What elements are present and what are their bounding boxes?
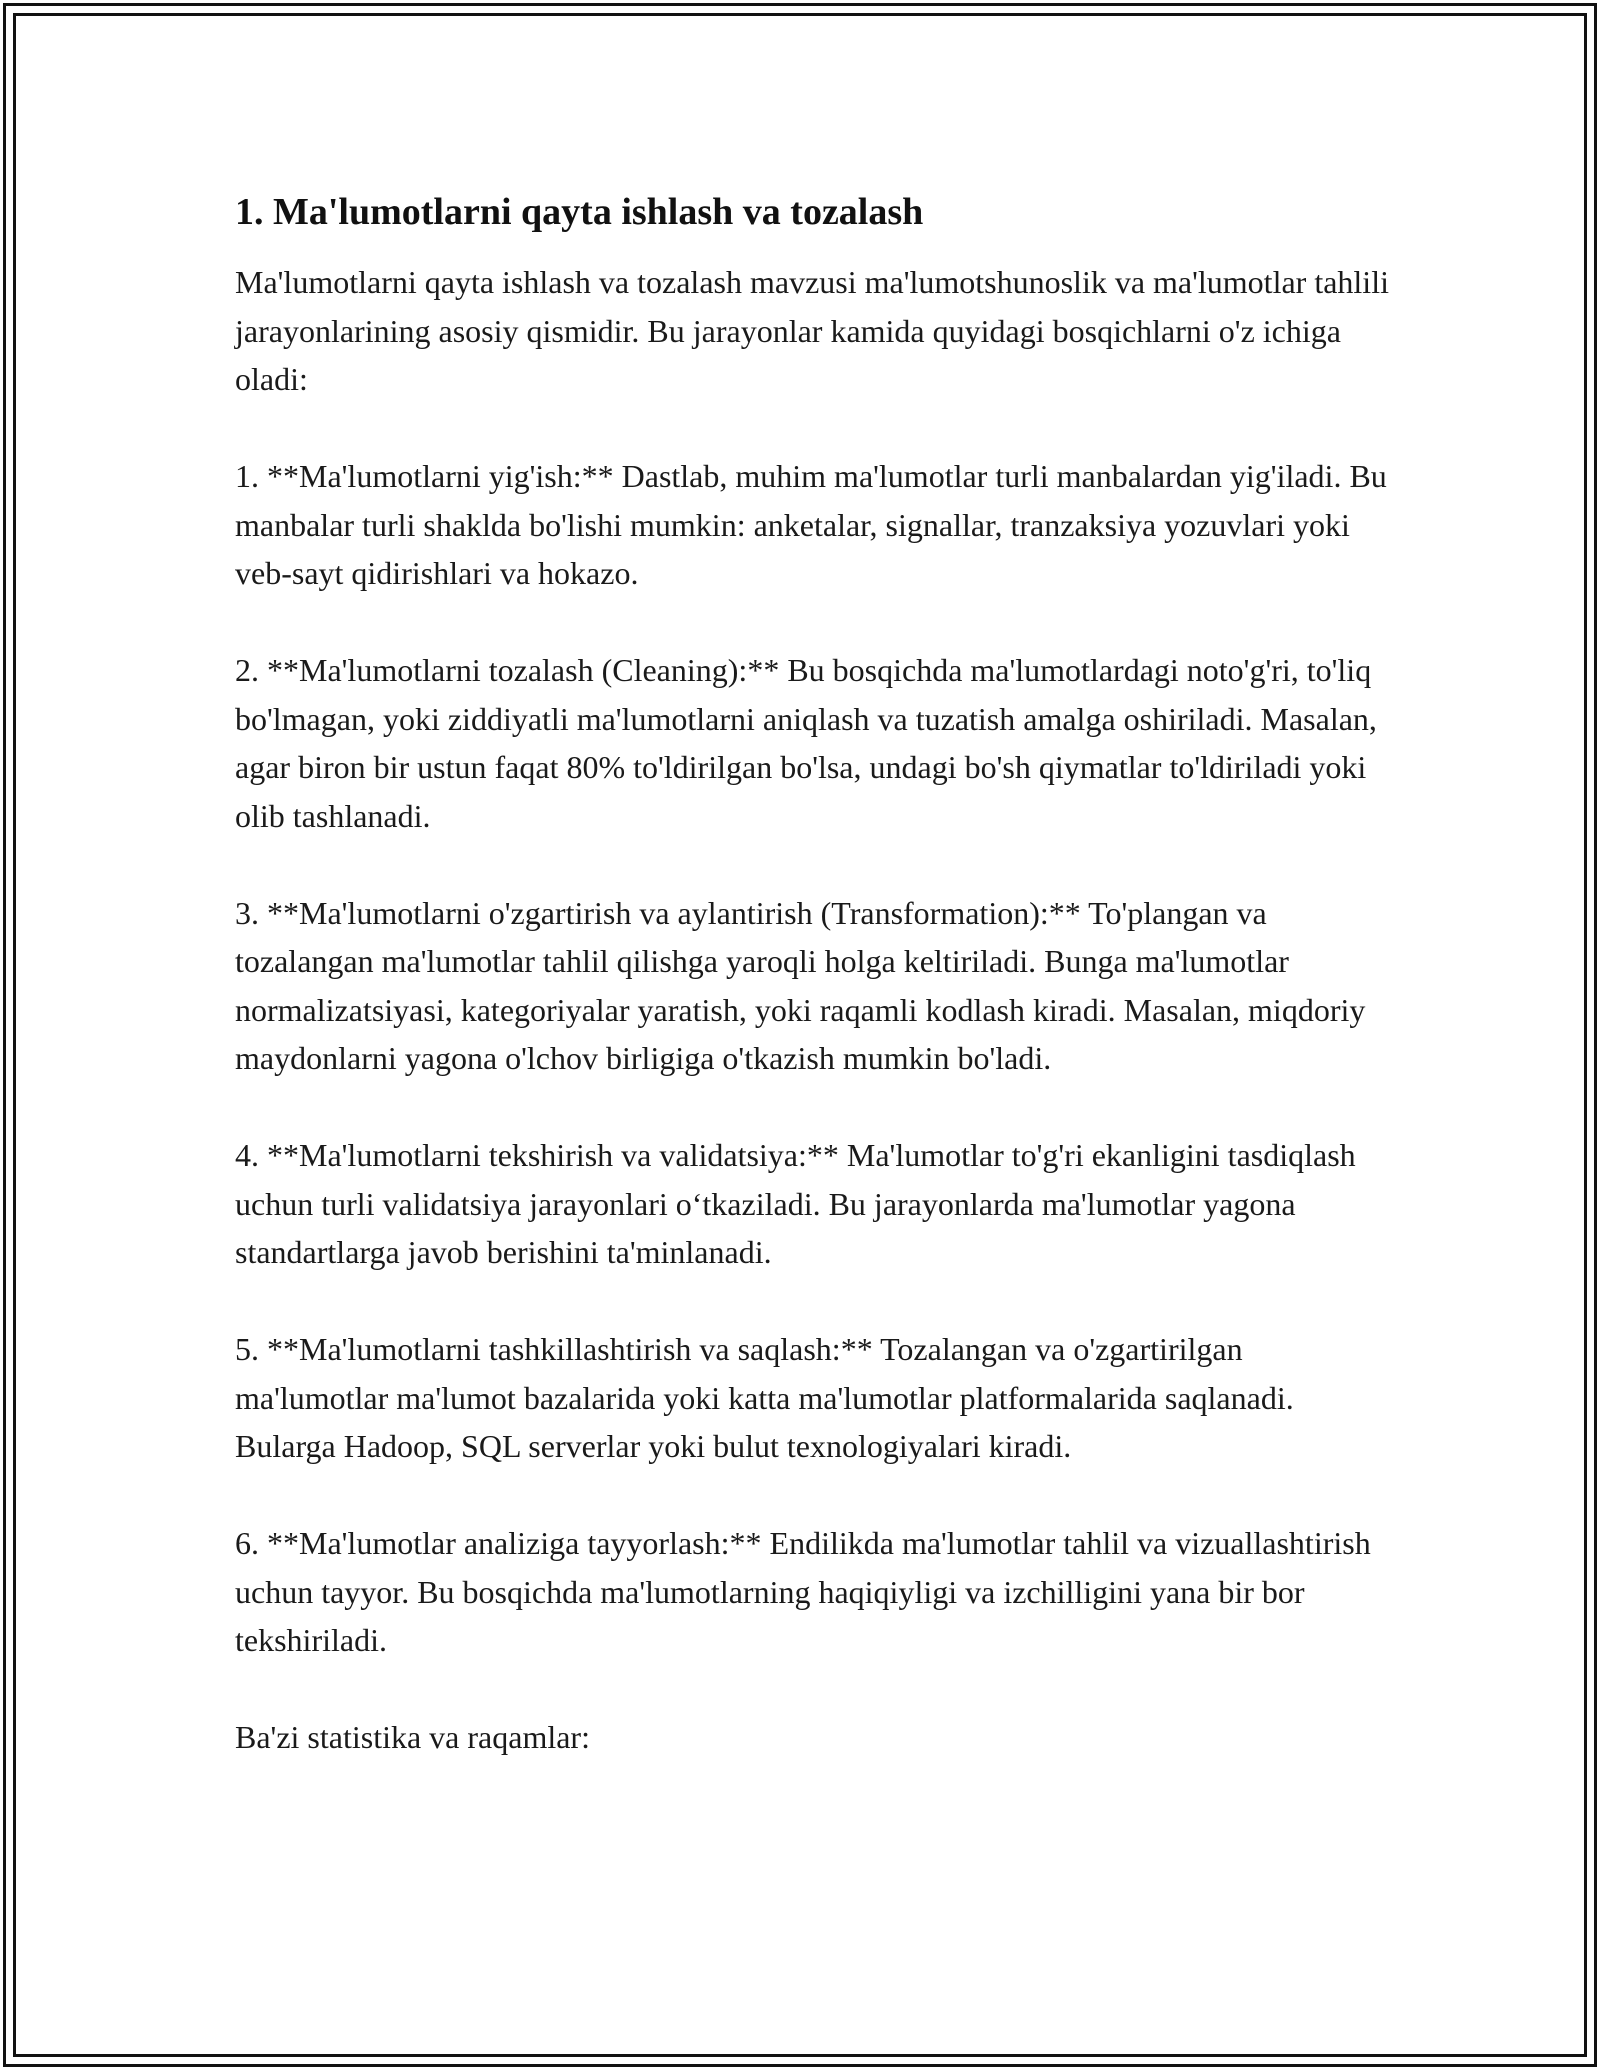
- intro-paragraph: Ma'lumotlarni qayta ishlash va tozalash mavzusi ma'lumotshunoslik va ma'lumotlar tahlili jarayonlarining asosiy qismidir. Bu jarayonlar kamida quyidagi bosqichlarni o'z ichiga oladi:: [235, 264, 1389, 397]
- step-transformation-paragraph: 3. **Ma'lumotlarni o'zgartirish va aylantirish (Transformation):** To'plangan va tozalangan ma'lumotlar tahlil qilishga yaroqli holga keltiriladi. Bunga ma'lumotlar normalizatsiyasi, kategoriyalar yaratish, yoki raqamli kodlash kiradi. Masalan, miqdoriy maydonlarni yagona o'lchov birligiga o'tkazish mumkin bo'ladi.: [235, 894, 1366, 1076]
- step-storage-paragraph: 5. **Ma'lumotlarni tashkillashtirish va saqlash:** Tozalangan va o'zgartirilgan ma'lumotlar ma'lumot bazalarida yoki katta ma'lumotlar platformalarida saqlanadi. Bularga Hadoop, SQL serverlar yoki bulut texnologiyalari kiradi.: [235, 1331, 1294, 1464]
- section-heading: 1. Ma'lumotlarni qayta ishlash va tozalash: [235, 191, 924, 233]
- step-validation-paragraph: 4. **Ma'lumotlarni tekshirish va validatsiya:** Ma'lumotlar to'g'ri ekanligini tasdiqlash uchun turli validatsiya jarayonlari o‘tkaziladi. Bu jarayonlarda ma'lumotlar yagona standartlarga javob berishini ta'minlanadi.: [235, 1137, 1356, 1270]
- document-body: [235, 188, 1395, 1762]
- step-collect-paragraph: 1. **Ma'lumotlarni yig'ish:** Dastlab, muhim ma'lumotlar turli manbalardan yig'iladi. Bu manbalar turli shakldа bo'lishi mumkin: anketalar, signallar, tranzaksiya yozuvlari yoki veb-sayt qidirishlari va hokazo.: [235, 458, 1387, 591]
- statistics-intro-paragraph: Ba'zi statistika va raqamlar:: [235, 1719, 590, 1755]
- step-preparation-paragraph: 6. **Ma'lumotlar analiziga tayyorlash:** Endilikda ma'lumotlar tahlil va vizuallashtirish uchun tayyor. Bu bosqichda ma'lumotlarning haqiqiyligi va izchilligini yana bir bor tekshiriladi.: [235, 1525, 1371, 1658]
- step-cleaning-paragraph: 2. **Ma'lumotlarni tozalash (Cleaning):** Bu bosqichda ma'lumotlardagi noto'g'ri, to'liq bo'lmagan, yoki ziddiyatli ma'lumotlarni aniqlash va tuzatish amalga oshiriladi. Masalan, agar biron bir ustun faqat 80% to'ldirilgan bo'lsa, undagi bo'sh qiymatlar to'ldiriladi yoki olib tashlanadi.: [235, 652, 1377, 834]
